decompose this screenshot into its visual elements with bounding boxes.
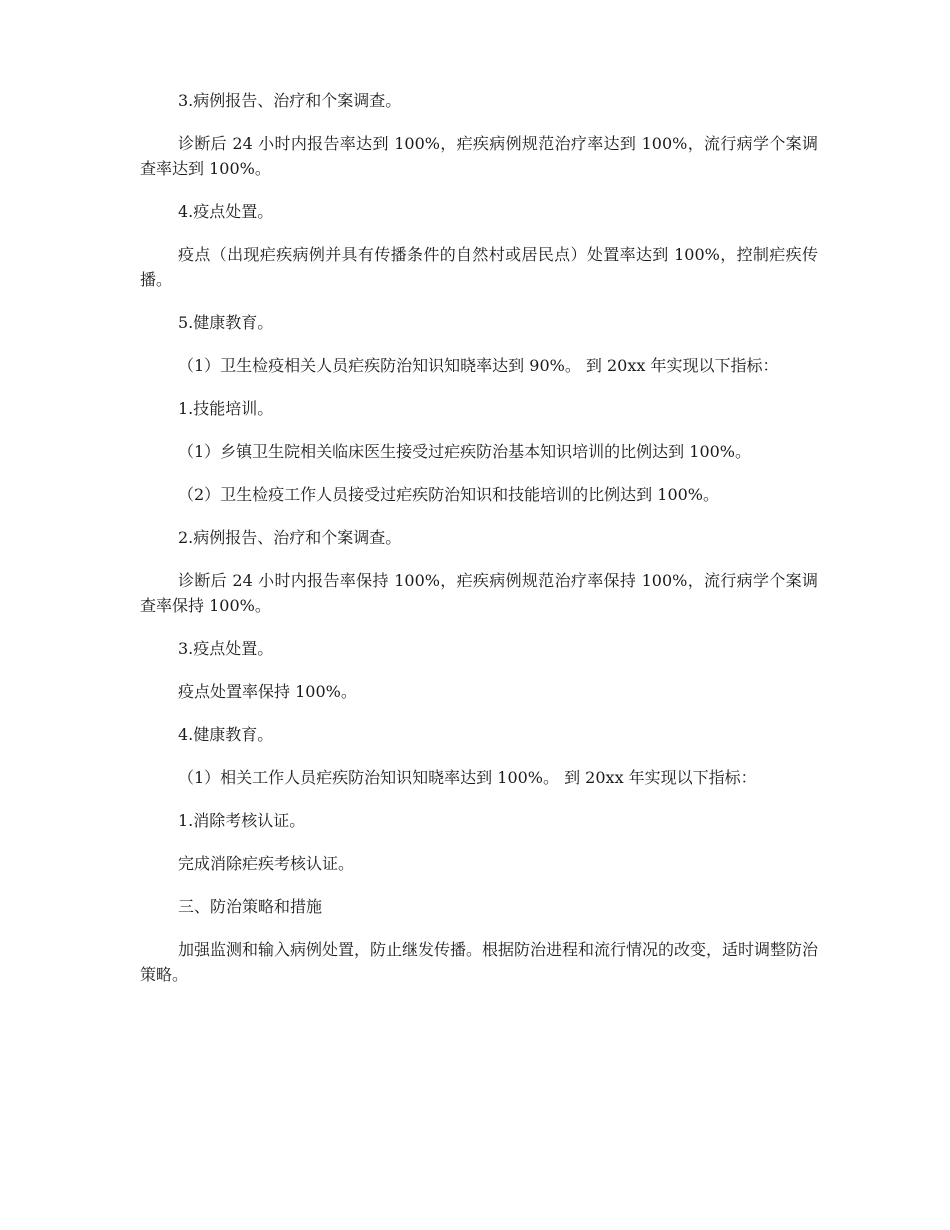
paragraph: 加强监测和输入病例处置，防止继发传播。根据防治进程和流行情况的改变，适时调整防治策略。: [140, 940, 819, 984]
paragraph: 疫点处置率保持 100%。: [178, 682, 357, 701]
document-page: [140, 88, 818, 1005]
paragraph: 1.技能培训。: [178, 399, 274, 418]
paragraph: 疫点（出现疟疾病例并具有传播条件的自然村或居民点）处置率达到 100%，控制疟疾传播。: [140, 245, 818, 289]
paragraph: 2.病例报告、治疗和个案调查。: [178, 528, 402, 547]
paragraph: 3.病例报告、治疗和个案调查。: [178, 91, 402, 110]
paragraph: 诊断后 24 小时内报告率保持 100%，疟疾病例规范治疗率保持 100%，流行病学个案调查率保持 100%。: [140, 571, 818, 615]
paragraph: 1.消除考核认证。: [178, 811, 306, 830]
paragraph: （1）卫生检疫相关人员疟疾防治知识知晓率达到 90%。 到 20xx 年实现以下指标：: [178, 356, 779, 375]
paragraph: 4.健康教育。: [178, 725, 274, 744]
paragraph: 完成消除疟疾考核认证。: [178, 854, 355, 873]
paragraph: （1）乡镇卫生院相关临床医生接受过疟疾防治基本知识培训的比例达到 100%。: [178, 442, 752, 461]
paragraph: 5.健康教育。: [178, 313, 274, 332]
section-heading: 三、防治策略和措施: [178, 897, 323, 916]
paragraph: （2）卫生检疫工作人员接受过疟疾防治知识和技能培训的比例达到 100%。: [178, 485, 720, 504]
paragraph: 3.疫点处置。: [178, 639, 274, 658]
paragraph: 4.疫点处置。: [178, 202, 274, 221]
paragraph: （1）相关工作人员疟疾防治知识知晓率达到 100%。 到 20xx 年实现以下指标：: [178, 768, 757, 787]
paragraph: 诊断后 24 小时内报告率达到 100%，疟疾病例规范治疗率达到 100%，流行病学个案调查率达到 100%。: [140, 134, 818, 178]
